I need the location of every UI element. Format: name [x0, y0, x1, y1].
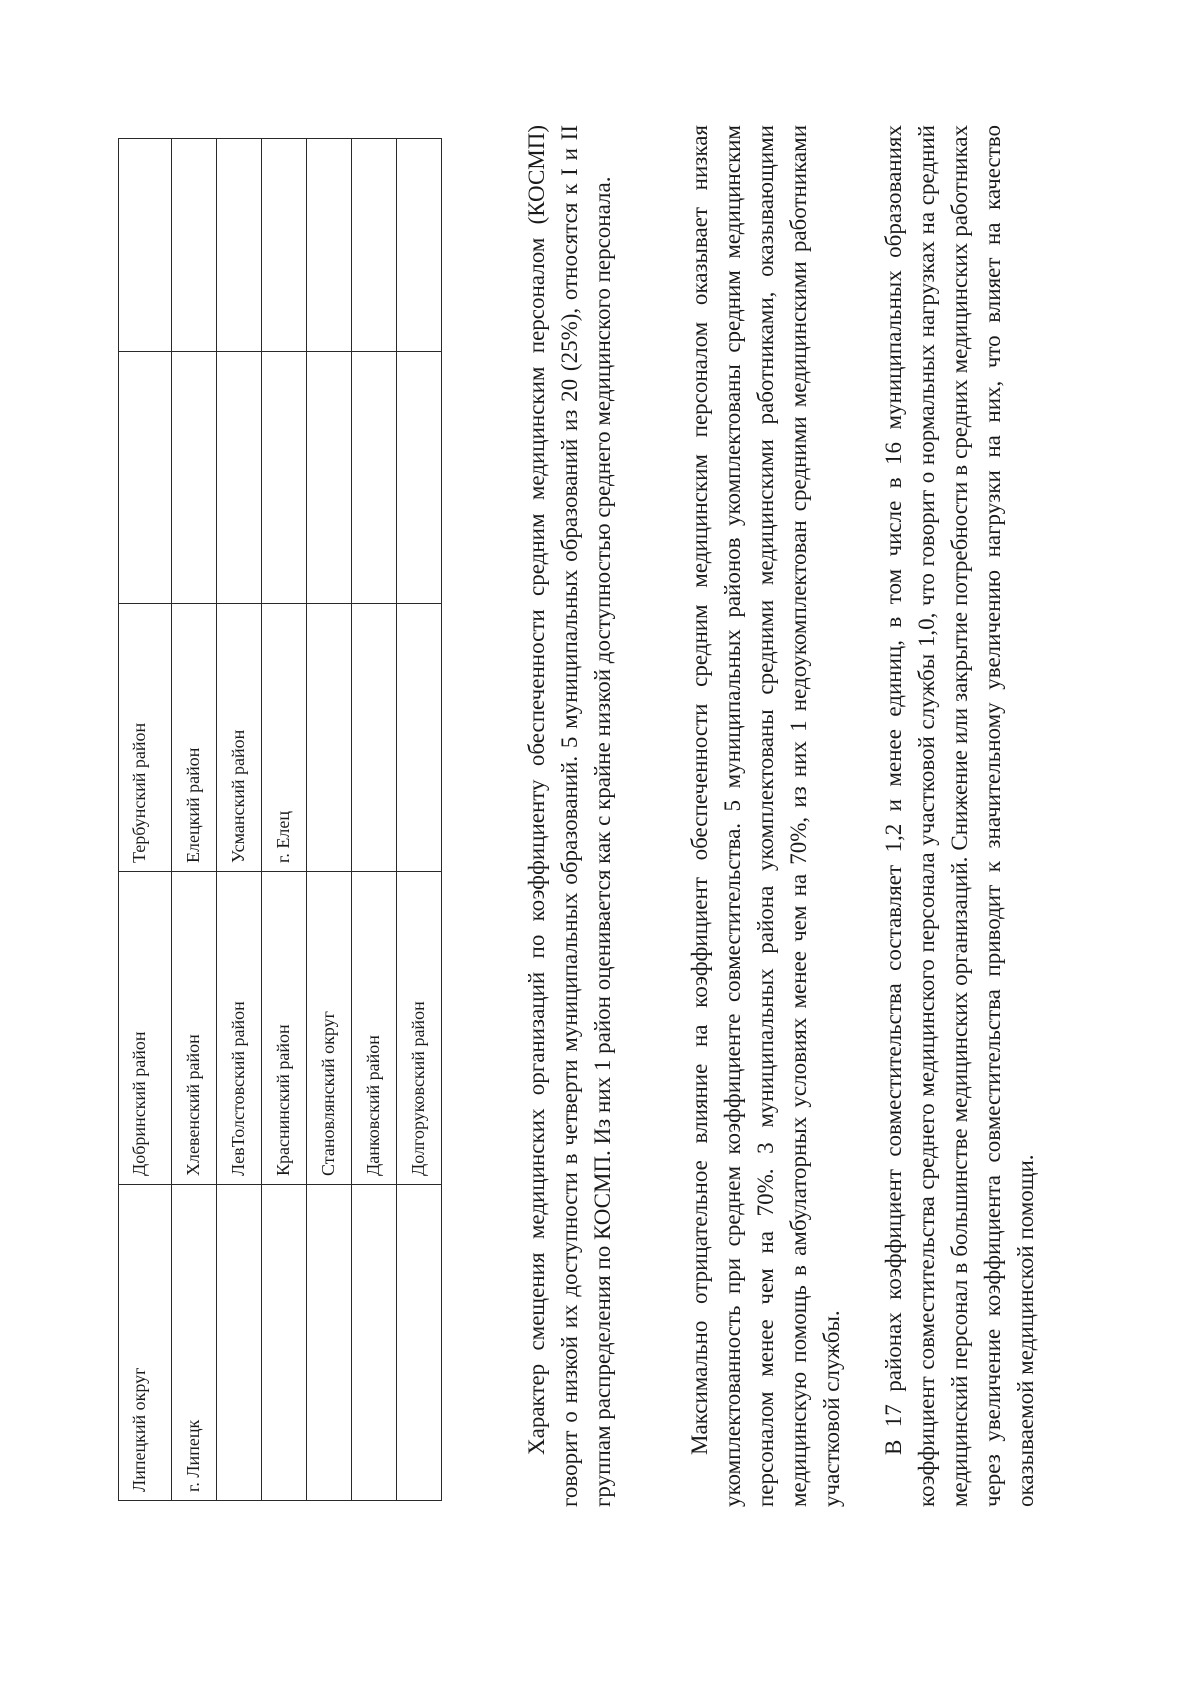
- table-cell: [307, 604, 352, 872]
- table-cell: Долгоруковский район: [397, 872, 442, 1185]
- table-cell: [307, 139, 352, 352]
- paragraph-text: Максимально отрицательное влияние на коэффициент обеспеченности средним медицинским персоналом оказывает низкая укомплектованность при среднем коэффициенте совместительства. 5 муниципальных районов укомплектованы средним медицинским персоналом менее чем на 70%. 3 муниципальных района укомплектованы средними медицинскими работниками, оказывающими медицинскую помощь в амбулаторных условиях менее чем на 70%, из них 1 недоукомплектован средними медицинскими работниками участковой службы.: [687, 125, 844, 1507]
- table-row: [172, 139, 217, 1501]
- table-cell: [352, 1185, 397, 1501]
- districts-table: [118, 138, 442, 1501]
- paragraph-text: Характер смещения медицинских организаций по коэффициенту обеспеченности средним медицинским персоналом (КОСМП) говорит о низкой их доступности в четверти муниципальных образований. 5 муниципальных образований из 20 (25%), относятся к I и II группам распределения по КОСМП. Из них 1 район оценивается как с крайне низкой доступностью среднего медицинского персонала.: [524, 125, 615, 1507]
- paragraph-text: В 17 районах коэффициент совместительства составляет 1,2 и менее единиц, в том числе в 16 муниципальных образованиях коэффициент совместительства среднего медицинского персонала участковой службы 1,0, что говорит о нормальных нагрузках на средний медицинский персонал в большинстве медицинских организаций. Снижение или закрытие потребности в средних медицинских работниках через увеличение коэффициента совместительства приводит к значительному увеличению нагрузки на них, что влияет на качество оказываемой медицинской помощи.: [881, 125, 1038, 1507]
- table-cell: Тербунский район: [119, 604, 172, 872]
- table-cell: [119, 352, 172, 604]
- table-cell: Краснинский район: [262, 872, 307, 1185]
- table-row: [217, 139, 262, 1501]
- paragraph: [520, 125, 619, 1507]
- table-cell: [352, 604, 397, 872]
- table-cell: [262, 352, 307, 604]
- table-row: [397, 139, 442, 1501]
- table-cell: [307, 1185, 352, 1501]
- table-cell: Добринский район: [119, 872, 172, 1185]
- table-cell: [172, 139, 217, 352]
- table-cell: [352, 352, 397, 604]
- table-row: [352, 139, 397, 1501]
- paragraph: [683, 125, 848, 1507]
- table-cell: [217, 1185, 262, 1501]
- table-row: [262, 139, 307, 1501]
- table-cell: Данковский район: [352, 872, 397, 1185]
- table-cell: Елецкий район: [172, 604, 217, 872]
- table-cell: Становлянский округ: [307, 872, 352, 1185]
- table-cell: [172, 352, 217, 604]
- table-cell: Хлевенский район: [172, 872, 217, 1185]
- table-cell: [307, 352, 352, 604]
- paragraph: [877, 125, 1042, 1507]
- table-cell: Липецкий округ: [119, 1185, 172, 1501]
- table-cell: Усманский район: [217, 604, 262, 872]
- table-cell: [217, 139, 262, 352]
- table-cell: [352, 139, 397, 352]
- table-cell: [119, 139, 172, 352]
- table-cell: [262, 1185, 307, 1501]
- table-cell: [217, 352, 262, 604]
- table-cell: г. Елец: [262, 604, 307, 872]
- table-cell: [397, 604, 442, 872]
- table-row: [307, 139, 352, 1501]
- table-row: [119, 139, 172, 1501]
- table-cell: [397, 352, 442, 604]
- table-cell: [397, 139, 442, 352]
- table-cell: ЛевТолстовский район: [217, 872, 262, 1185]
- table-cell: [397, 1185, 442, 1501]
- table-cell: [262, 139, 307, 352]
- table-cell: г. Липецк: [172, 1185, 217, 1501]
